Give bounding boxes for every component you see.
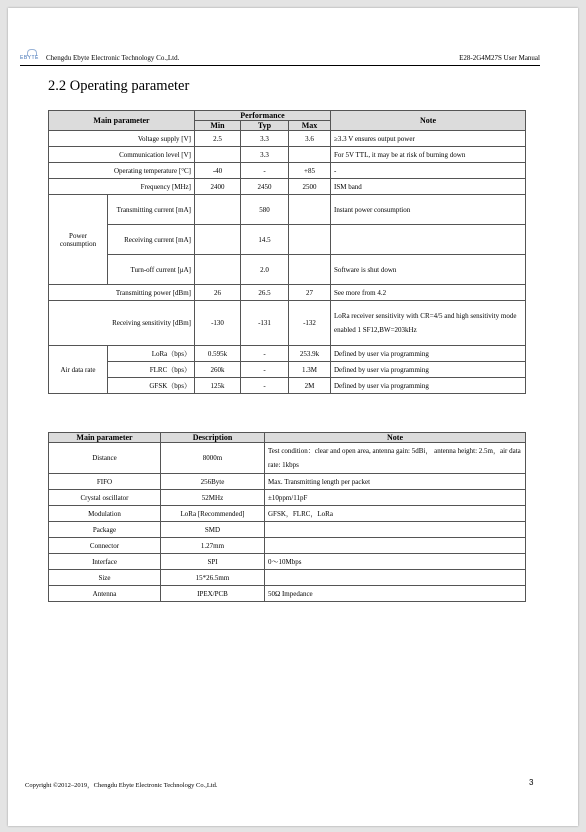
cell-min: 0.595k [195,346,241,362]
table-row [49,474,526,490]
page-header [20,53,540,66]
cell-param: Interface [49,554,161,570]
cell-note: Max. Transmitting length per packet [265,474,526,490]
param-label: LoRa（bps） [108,346,195,362]
cell-max [289,255,331,285]
cell-max [289,147,331,163]
param-label: Receiving current [mA] [108,225,195,255]
cell-desc: 8000m [161,443,265,474]
table-row [49,147,526,163]
cell-note: Defined by user via programming [331,362,526,378]
cell-note: ≥3.3 V ensures output power [331,131,526,147]
table-row [49,346,526,362]
cell-min: 260k [195,362,241,378]
group-label-power: Power consumption [49,195,108,285]
cell-note: Defined by user via programming [331,346,526,362]
cell-typ: - [241,163,289,179]
manual-title: E28-2G4M27S User Manual [459,54,540,62]
cell-param: Crystal oscillator [49,490,161,506]
cell-param: Package [49,522,161,538]
cell-param: Distance [49,443,161,474]
param-label: Transmitting current [mA] [108,195,195,225]
cell-desc: LoRa [Recommended] [161,506,265,522]
header-min: Min [195,121,241,131]
param-label: Frequency [MHz] [49,179,195,195]
table-row [49,285,526,301]
cell-typ: - [241,362,289,378]
cell-desc: 256Byte [161,474,265,490]
section-title: 2.2 Operating parameter [48,78,190,94]
table-row [49,255,526,285]
cell-min: 2.5 [195,131,241,147]
cell-max [289,195,331,225]
cell-desc: IPEX/PCB [161,586,265,602]
cell-note: LoRa receiver sensitivity with CR=4/5 and high sensitivity mode enabled 1 SF12,BW=203kHz [331,301,526,346]
cell-param: Antenna [49,586,161,602]
cell-min [195,147,241,163]
cell-typ: 26.5 [241,285,289,301]
table-row [49,378,526,394]
param-label: Transmitting power [dBm] [49,285,195,301]
cell-typ: 3.3 [241,147,289,163]
cell-param: FIFO [49,474,161,490]
cell-max: +85 [289,163,331,179]
cell-note: Instant power consumption [331,195,526,225]
cell-note: ±10ppm/11pF [265,490,526,506]
cell-note: Defined by user via programming [331,378,526,394]
cell-param: Size [49,570,161,586]
header-performance: Performance [195,111,331,121]
cell-note: 0～10Mbps [265,554,526,570]
header-note: Note [331,111,526,131]
cell-min [195,195,241,225]
param-label: Communication level [V] [49,147,195,163]
param-label: Operating temperature [°C] [49,163,195,179]
cell-note: 50Ω Impedance [265,586,526,602]
cell-desc: 1.27mm [161,538,265,554]
cell-note: Test condition：clear and open area, antenna gain: 5dBi， antenna height: 2.5m，air data rate: 1kbps [265,443,526,474]
cell-min: 2400 [195,179,241,195]
cell-max [289,225,331,255]
table-header-row [49,433,526,443]
cell-typ: -131 [241,301,289,346]
header-max: Max [289,121,331,131]
header-typ: Typ [241,121,289,131]
cell-max: 1.3M [289,362,331,378]
cell-note [265,538,526,554]
param-label: Receiving sensitivity [dBm] [49,301,195,346]
ebyte-logo: EBYTE [20,49,42,63]
table-row [49,225,526,255]
table-row [49,362,526,378]
cell-max: 27 [289,285,331,301]
param-label: Turn-off current [μA] [108,255,195,285]
cell-note: Software is shut down [331,255,526,285]
group-label-air-data-rate: Air data rate [49,346,108,394]
cell-min [195,255,241,285]
table-row [49,179,526,195]
cell-typ: - [241,378,289,394]
cell-typ: - [241,346,289,362]
table-row [49,490,526,506]
table-row [49,443,526,474]
cell-typ: 3.3 [241,131,289,147]
cell-note: ISM band [331,179,526,195]
company-name: Chengdu Ebyte Electronic Technology Co.,Ltd. [46,54,180,62]
header-main-parameter: Main parameter [49,433,161,443]
cell-note: See more from 4.2 [331,285,526,301]
param-label: FLRC（bps） [108,362,195,378]
main-parameter-table [48,432,526,602]
cell-note: For 5V TTL, it may be at risk of burning down [331,147,526,163]
param-label: Voltage supply [V] [49,131,195,147]
table-row [49,195,526,225]
cell-desc: 52MHz [161,490,265,506]
cell-max: 3.6 [289,131,331,147]
cell-typ: 14.5 [241,225,289,255]
cell-desc: SMD [161,522,265,538]
cell-max: 253.9k [289,346,331,362]
cell-typ: 2.0 [241,255,289,285]
page-number: 3 [529,778,534,787]
cell-desc: 15*26.5mm [161,570,265,586]
cell-param: Modulation [49,506,161,522]
cell-note [331,225,526,255]
table-header-row [49,111,526,121]
table-row [49,554,526,570]
cell-note [265,570,526,586]
table-row [49,522,526,538]
footer-copyright: Copyright ©2012–2019，Chengdu Ebyte Electronic Technology Co.,Ltd. [25,782,218,789]
cell-note [265,522,526,538]
cell-min: 26 [195,285,241,301]
table-row [49,131,526,147]
cell-max: -132 [289,301,331,346]
header-description: Description [161,433,265,443]
operating-parameter-table [48,110,526,394]
cell-min: -40 [195,163,241,179]
cell-min [195,225,241,255]
header-main-parameter: Main parameter [49,111,195,131]
cell-desc: SPI [161,554,265,570]
table-row [49,301,526,346]
cell-param: Connector [49,538,161,554]
table-row [49,570,526,586]
cell-note: - [331,163,526,179]
cell-max: 2M [289,378,331,394]
cell-min: 125k [195,378,241,394]
table-row [49,163,526,179]
cell-typ: 580 [241,195,289,225]
table-row [49,538,526,554]
cell-note: GFSK，FLRC，LoRa [265,506,526,522]
table-row [49,506,526,522]
table-row [49,586,526,602]
header-note: Note [265,433,526,443]
cell-min: -130 [195,301,241,346]
cell-typ: 2450 [241,179,289,195]
param-label: GFSK（bps） [108,378,195,394]
cell-max: 2500 [289,179,331,195]
